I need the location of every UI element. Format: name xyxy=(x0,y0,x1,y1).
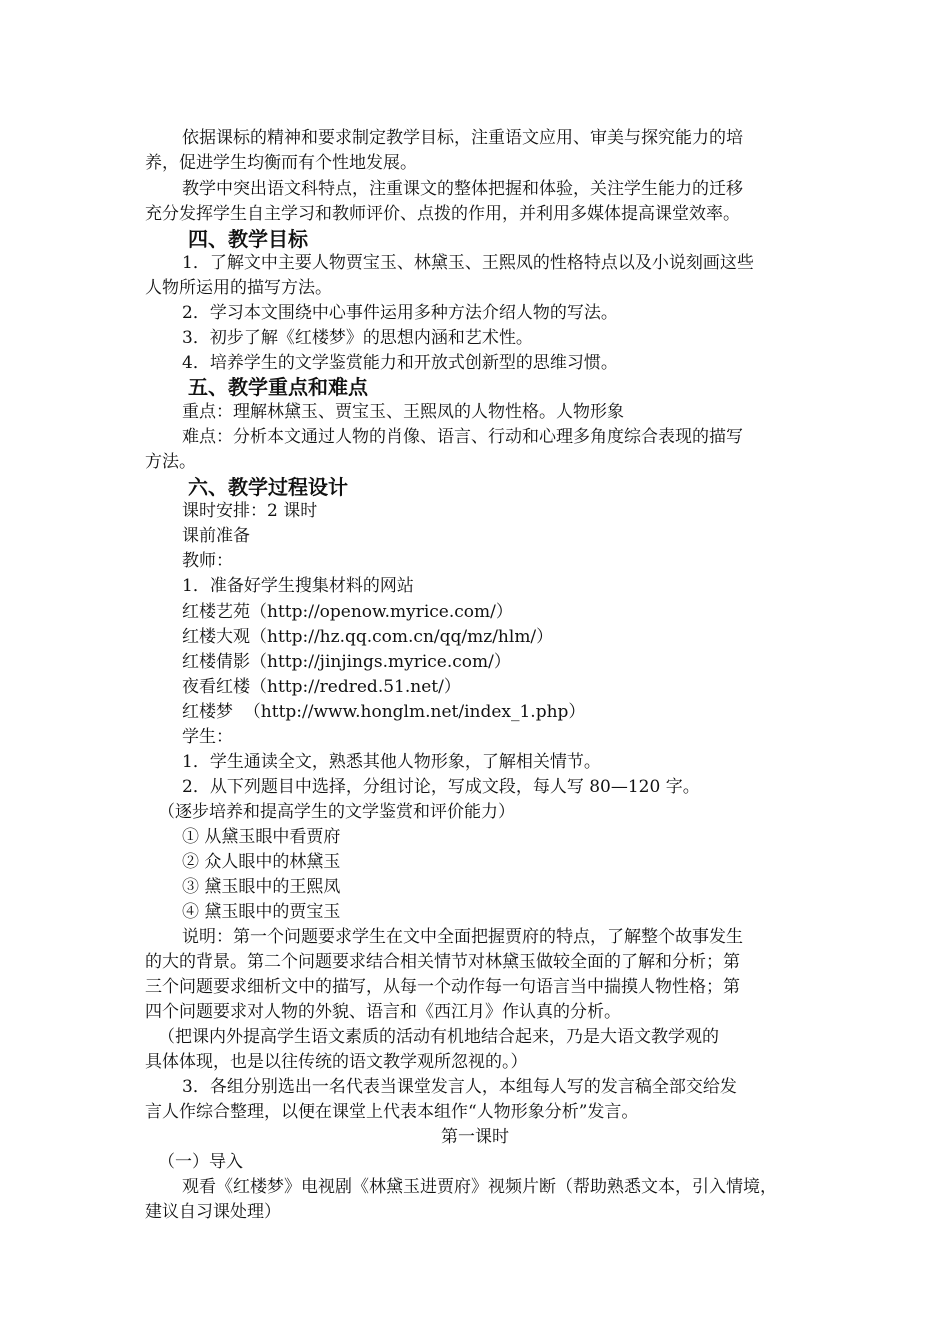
student-item-3-line-2: 言人作综合整理，以便在课堂上代表本组作“人物形象分析”发言。 xyxy=(145,1102,639,1122)
topic-item: ① 从黛玉眼中看贾府 xyxy=(182,827,341,847)
intro-paragraph-2-line-1: 教学中突出语文科特点，注重课文的整体把握和体验，关注学生能力的迁移 xyxy=(182,179,743,199)
student-label: 学生： xyxy=(182,727,233,747)
section-6-heading: 六、教学过程设计 xyxy=(188,475,348,499)
goal-2: 2．学习本文围绕中心事件运用多种方法介绍人物的写法。 xyxy=(182,303,618,323)
explanation-line-1: 说明：第一个问题要求学生在文中全面把握贾府的特点，了解整个故事发生 xyxy=(182,927,743,947)
student-item-1: 1．学生通读全文，熟悉其他人物形象，了解相关情节。 xyxy=(182,752,601,772)
note-line-2: 具体体现，也是以往传统的语文教学观所忽视的。） xyxy=(145,1052,528,1072)
goal-1-line-1: 1．了解文中主要人物贾宝玉、林黛玉、王熙凤的性格特点以及小说刻画这些 xyxy=(182,253,754,273)
goal-3: 3．初步了解《红楼梦》的思想内涵和艺术性。 xyxy=(182,328,533,348)
difficulty-line-2: 方法。 xyxy=(145,452,196,472)
note-line-1: （把课内外提高学生语文素质的活动有机地结合起来，乃是大语文教学观的 xyxy=(158,1027,719,1047)
topic-item: ② 众人眼中的林黛玉 xyxy=(182,852,341,872)
student-item-2: 2．从下列题目中选择，分组讨论，写成文段，每人写 80—120 字。 xyxy=(182,777,700,797)
site-item: 红楼大观（http://hz.qq.com.cn/qq/mz/hlm/） xyxy=(182,627,554,647)
teacher-item-1: 1．准备好学生搜集材料的网站 xyxy=(182,576,414,596)
student-note: （逐步培养和提高学生的文学鉴赏和评价能力） xyxy=(158,802,515,822)
intro-paragraph-1-line-2: 养，促进学生均衡而有个性地发展。 xyxy=(145,153,417,173)
site-item: 红楼梦 （http://www.honglm.net/index_1.php） xyxy=(182,702,586,722)
student-item-3-line-1: 3．各组分别选出一名代表当课堂发言人，本组每人写的发言稿全部交给发 xyxy=(182,1077,737,1097)
topic-item: ③ 黛玉眼中的王熙凤 xyxy=(182,877,341,897)
lesson-1-text-line-1: 观看《红楼梦》电视剧《林黛玉进贾府》视频片断（帮助熟悉文本，引入情境， xyxy=(182,1177,777,1197)
lesson-1-text-line-2: 建议自习课处理） xyxy=(145,1202,281,1222)
intro-paragraph-1-line-1: 依据课标的精神和要求制定教学目标，注重语文应用、审美与探究能力的培 xyxy=(182,128,743,148)
pre-class-prep: 课前准备 xyxy=(182,526,250,546)
goal-4: 4．培养学生的文学鉴赏能力和开放式创新型的思维习惯。 xyxy=(182,353,618,373)
site-item: 夜看红楼（http://redred.51.net/） xyxy=(182,677,461,697)
goal-1-line-2: 人物所运用的描写方法。 xyxy=(145,278,332,298)
explanation-line-2: 的大的背景。第二个问题要求结合相关情节对林黛玉做较全面的了解和分析；第 xyxy=(145,952,740,972)
site-item: 红楼倩影（http://jinjings.myrice.com/） xyxy=(182,652,511,672)
explanation-line-3: 三个问题要求细析文中的描写，从每一个动作每一句语言当中揣摸人物性格；第 xyxy=(145,977,740,997)
intro-paragraph-2-line-2: 充分发挥学生自主学习和教师评价、点拨的作用，并利用多媒体提高课堂效率。 xyxy=(145,204,740,224)
explanation-line-4: 四个问题要求对人物的外貌、语言和《西江月》作认真的分析。 xyxy=(145,1002,621,1022)
teacher-label: 教师： xyxy=(182,551,233,571)
section-4-heading: 四、教学目标 xyxy=(188,227,308,251)
difficulty-line-1: 难点：分析本文通过人物的肖像、语言、行动和心理多角度综合表现的描写 xyxy=(182,427,743,447)
lesson-1-part-1: （一）导入 xyxy=(158,1152,243,1172)
site-item: 红楼艺苑（http://openow.myrice.com/） xyxy=(182,602,513,622)
lesson-1-title: 第一课时 xyxy=(441,1127,509,1147)
topic-item: ④ 黛玉眼中的贾宝玉 xyxy=(182,902,341,922)
section-5-heading: 五、教学重点和难点 xyxy=(188,375,368,399)
key-point: 重点：理解林黛玉、贾宝玉、王熙凤的人物性格。人物形象 xyxy=(182,402,624,422)
lesson-schedule: 课时安排：2 课时 xyxy=(182,501,318,521)
